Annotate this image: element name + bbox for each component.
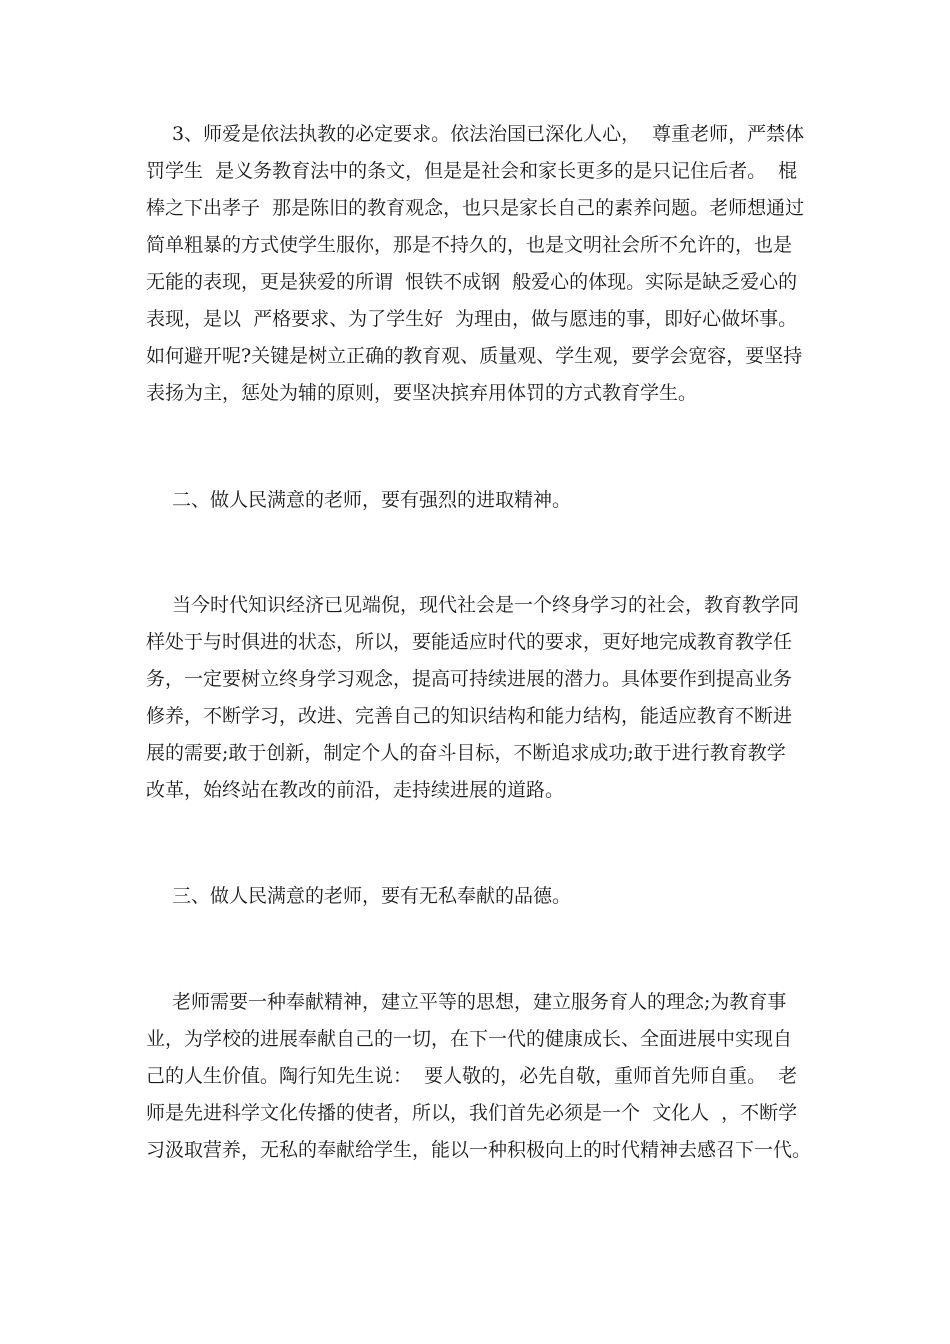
paragraph-2-line-5: 展的需要;敢于创新，制定个人的奋斗目标，不断追求成功;敢于进行教育教学 <box>146 742 786 764</box>
paragraph-2-line-1: 当今时代知识经济已见端倪，现代社会是一个终身学习的社会，教育教学同 <box>172 594 800 616</box>
paragraph-1-line-8: 表扬为主，惩处为辅的原则，要坚决摈弃用体罚的方式教育学生。 <box>146 382 698 404</box>
paragraph-3-line-5: 习汲取营养，无私的奉献给学生，能以一种积极向上的时代精神去感召下一代。 <box>146 1139 812 1161</box>
paragraph-1-line-5: 无能的表现，更是狭爱的所谓 恨铁不成钢 般爱心的体现。实际是缺乏爱心的 <box>146 271 798 293</box>
paragraph-2-line-3: 务，一定要树立终身学习观念，提高可持续进展的潜力。具体要作到提高业务 <box>146 668 793 690</box>
paragraph-1-line-3: 棒之下出孝子 那是陈旧的教育观念，也只是家长自己的素养问题。老师想通过 <box>146 197 805 219</box>
paragraph-2-line-4: 修养，不断学习，改进、完善自己的知识结构和能力结构，能适应教育不断进 <box>146 705 793 727</box>
paragraph-1-line-6: 表现，是以 严格要求、为了学生好 为理由，做与愿违的事，即好心做坏事。 <box>146 308 798 330</box>
paragraph-2-line-6: 改革，始终站在教改的前沿，走持续进展的道路。 <box>146 779 565 801</box>
paragraph-1-line-4: 简单粗暴的方式使学生服你，那是不持久的，也是文明社会所不允许的，也是 <box>146 234 793 256</box>
paragraph-3-line-3: 己的人生价值。陶行知先生说： 要人敬的，必先自敬，重师首先师自重。 老 <box>146 1065 798 1087</box>
section-heading-2: 二、做人民满意的老师，要有强烈的进取精神。 <box>172 489 572 511</box>
paragraph-3-line-4: 师是先进科学文化传播的使者，所以，我们首先必须是一个 文化人 ，不断学 <box>146 1102 798 1124</box>
paragraph-3-line-2: 业，为学校的进展奉献自己的一切，在下一代的健康成长、全面进展中实现自 <box>146 1028 793 1050</box>
paragraph-1-line-2: 罚学生 是义务教育法中的条文，但是是社会和家长更多的是只记住后者。 棍 <box>146 160 798 182</box>
paragraph-1-line-1: 3、师爱是依法执教的必定要求。依法治国已深化人心， 尊重老师，严禁体 <box>172 123 805 145</box>
paragraph-2-line-2: 样处于与时俱进的状态，所以，要能适应时代的要求，更好地完成教育教学任 <box>146 631 793 653</box>
paragraph-3-line-1: 老师需要一种奉献精神，建立平等的思想，建立服务育人的理念;为教育事 <box>172 991 787 1013</box>
section-heading-3: 三、做人民满意的老师，要有无私奉献的品德。 <box>172 885 572 907</box>
paragraph-1-line-7: 如何避开呢?关键是树立正确的教育观、质量观、学生观，要学会宽容，要坚持 <box>146 345 803 367</box>
